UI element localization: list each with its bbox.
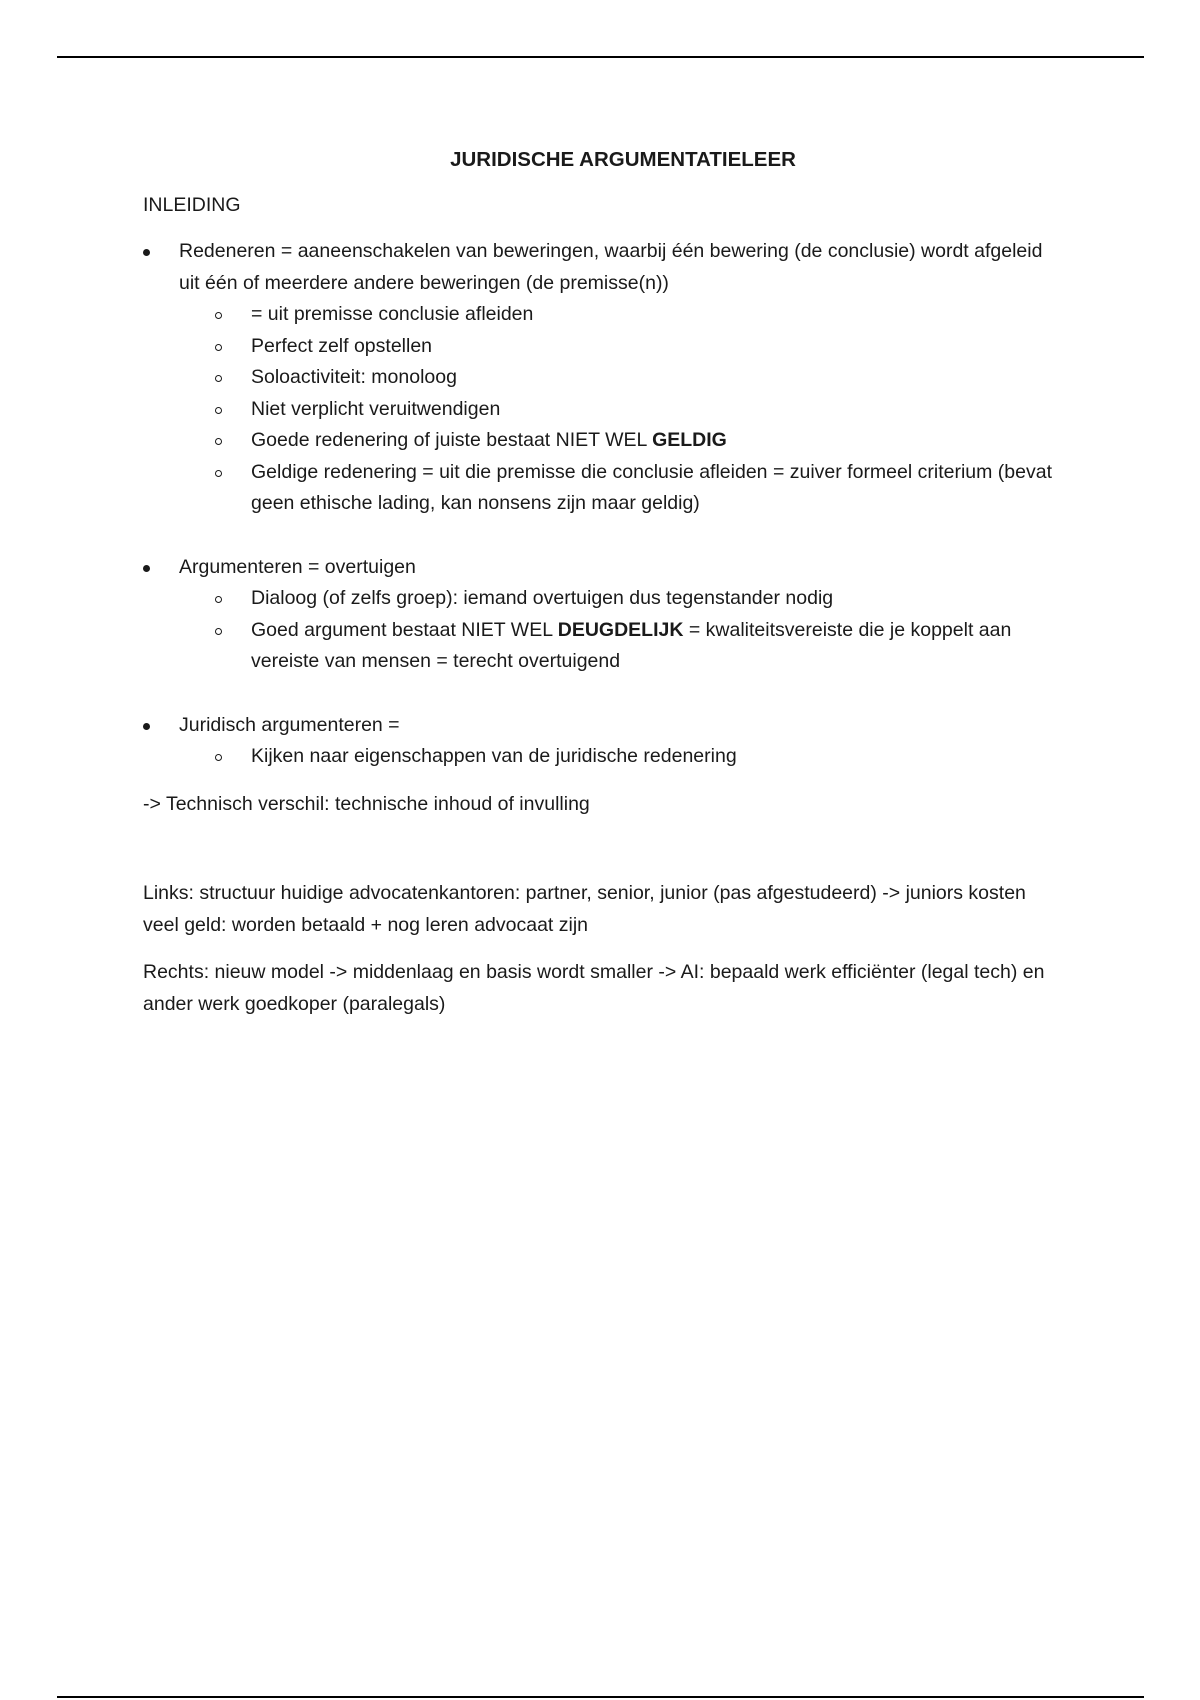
bullet-text: Juridisch argumenteren =	[179, 713, 400, 736]
hollow-circle-icon	[215, 375, 222, 382]
bullet-dot-icon	[143, 723, 150, 730]
sub-item-text: Perfect zelf opstellen	[251, 334, 433, 357]
rechts-paragraph: Rechts: nieuw model -> middenlaag en basis wordt smaller -> AI: bepaald werk efficiënter (legal tech) en ander werk goedkoper (paralegals)	[143, 961, 1045, 1015]
bullet-list-juridisch	[143, 710, 1063, 773]
sub-item-text: Goed argument bestaat NIET WEL	[251, 618, 558, 641]
sub-item-text: Geldige redenering = uit die premisse die conclusie afleiden = zuiver formeel criterium (bevat geen ethische lading, kan nonsens zijn maar geldig)	[251, 460, 1052, 514]
sub-item	[251, 615, 1063, 678]
document-body	[143, 140, 1063, 1036]
sub-item-text: Dialoog (of zelfs groep): iemand overtuigen dus tegenstander nodig	[251, 587, 834, 609]
hollow-circle-icon	[215, 438, 222, 445]
bottom-rule	[57, 1696, 1144, 1698]
hollow-circle-icon	[215, 470, 222, 477]
technisch-verschil-note: -> Technisch verschil: technische inhoud of invulling	[143, 792, 590, 815]
sub-list	[179, 299, 1063, 520]
top-rule	[57, 56, 1144, 58]
hollow-circle-icon	[215, 754, 222, 761]
hollow-circle-icon	[215, 407, 222, 414]
sub-item-text-continued: = kwaliteitsvereiste die je koppelt aan vereiste van mensen = terecht overtuigend	[251, 618, 1012, 672]
section-heading: INLEIDING	[143, 193, 241, 216]
sub-item	[251, 741, 1063, 773]
sub-list	[179, 741, 1063, 773]
sub-item	[251, 583, 1063, 615]
bold-term-deugdelijk: DEUGDELIJK	[557, 618, 684, 641]
bullet-list-argumenteren	[143, 552, 1063, 678]
hollow-circle-icon	[215, 628, 222, 635]
bullet-item	[143, 710, 1063, 773]
sub-item-text: Goede redenering of juiste bestaat NIET WEL	[251, 429, 653, 451]
bullet-item	[143, 552, 1063, 678]
sub-item	[251, 362, 1063, 394]
hollow-circle-icon	[215, 596, 222, 603]
bullet-dot-icon	[143, 565, 150, 572]
sub-item	[251, 425, 1063, 457]
bullet-dot-icon	[143, 249, 150, 256]
sub-item-text: Niet verplicht veruitwendigen	[251, 397, 501, 420]
sub-item	[251, 299, 1063, 331]
sub-item	[251, 331, 1063, 363]
sub-item-text: Soloactiviteit: monoloog	[251, 366, 457, 388]
hollow-circle-icon	[215, 344, 222, 351]
bullet-list-redeneren	[143, 236, 1063, 520]
sub-item	[251, 394, 1063, 426]
hollow-circle-icon	[215, 312, 222, 319]
sub-list	[179, 583, 1063, 678]
document-title: JURIDISCHE ARGUMENTATIELEER	[450, 148, 796, 171]
bold-term-geldig: GELDIG	[652, 429, 727, 451]
sub-item-text: Kijken naar eigenschappen van de juridische redenering	[251, 745, 737, 767]
sub-item-text: = uit premisse conclusie afleiden	[251, 303, 534, 325]
links-paragraph: Links: structuur huidige advocatenkantoren: partner, senior, junior (pas afgestudeerd) -> juniors kosten veel geld: worden betaald + nog leren advocaat zijn	[143, 882, 1026, 936]
sub-item	[251, 457, 1063, 520]
bullet-text: Redeneren = aaneenschakelen van beweringen, waarbij één bewering (de conclusie) wordt afgeleid uit één of meerdere andere beweringen (de premisse(n))	[179, 240, 1043, 294]
bullet-item	[143, 236, 1063, 520]
bullet-text: Argumenteren = overtuigen	[179, 555, 416, 578]
